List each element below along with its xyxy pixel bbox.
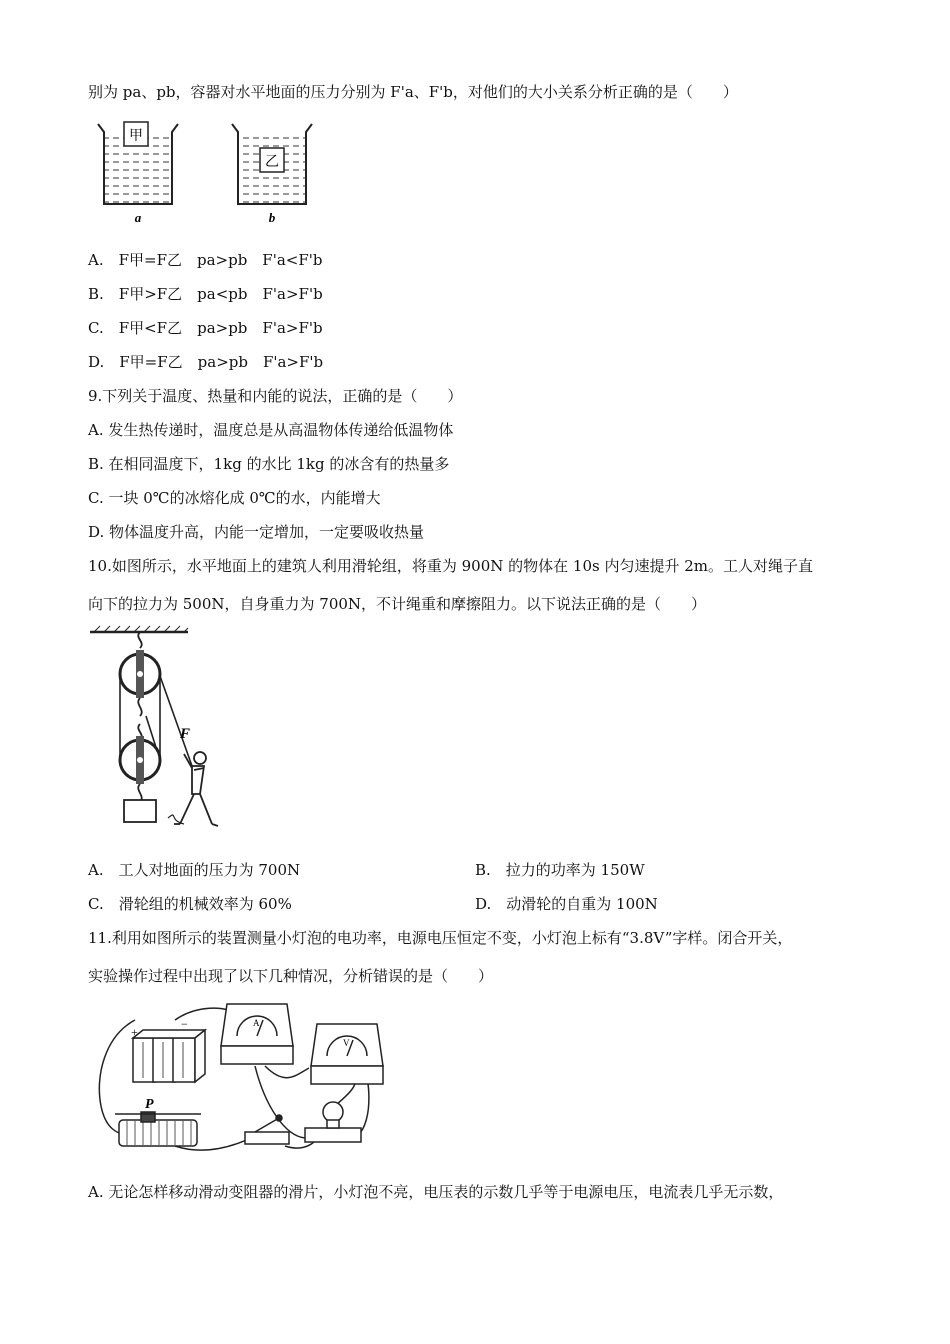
q11-stem-line1: 11.利用如图所示的装置测量小灯泡的电功率，电源电压恒定不变，小灯泡上标有“3.8V”字样。闭合开关， <box>88 929 793 947</box>
q9-stem: 9.下列关于温度、热量和内能的说法，正确的是（ ） <box>88 387 463 405</box>
q10-stem-line1: 10.如图所示，水平地面上的建筑人利用滑轮组，将重为 900N 的物体在 10s 内匀速提升 2m。工人对绳子直 <box>88 557 814 575</box>
load-block <box>124 800 156 822</box>
svg-text:+: + <box>131 1025 138 1039</box>
q11-option-a: A. 无论怎样移动滑动变阻器的滑片，小灯泡不亮，电压表的示数几乎等于电源电压，电流表几乎无示数， <box>88 1183 784 1201</box>
q11-circuit-figure <box>95 996 395 1166</box>
rheostat <box>115 1112 201 1146</box>
svg-text:b: b <box>268 210 276 225</box>
q10-option-d: D. 动滑轮的自重为 100N <box>475 895 658 913</box>
q10-option-a: A. 工人对地面的压力为 700N <box>88 861 301 879</box>
ceiling <box>90 626 188 632</box>
svg-text:乙: 乙 <box>265 155 279 170</box>
q8-option-a: A. F甲=F乙 pa>pb F'a<F'b <box>88 251 323 269</box>
q10-option-c: C. 滑轮组的机械效率为 60% <box>88 895 292 913</box>
q8-option-c: C. F甲<F乙 pa>pb F'a>F'b <box>88 319 323 337</box>
svg-text:F: F <box>180 726 191 742</box>
beaker-b <box>232 124 312 225</box>
svg-text:A: A <box>253 1018 260 1028</box>
svg-text:a: a <box>134 210 142 225</box>
battery-pack <box>133 1030 205 1082</box>
lamp-holder <box>305 1102 361 1142</box>
q9-option-d: D. 物体温度升高，内能一定增加，一定要吸收热量 <box>88 523 425 541</box>
q10-stem-line2: 向下的拉力为 500N，自身重力为 700N，不计绳重和摩擦阻力。以下说法正确的是（ ） <box>88 595 707 613</box>
q9-option-a: A. 发生热传递时，温度总是从高温物体传递给低温物体 <box>88 421 454 439</box>
svg-text:甲: 甲 <box>129 129 143 144</box>
q8-option-b: B. F甲>F乙 pa<pb F'a>F'b <box>88 285 323 303</box>
voltmeter <box>311 1024 383 1084</box>
q10-option-b: B. 拉力的功率为 150W <box>475 861 645 879</box>
fixed-pulley <box>120 650 160 698</box>
q10-pulley-figure <box>88 624 228 834</box>
ammeter <box>221 1004 293 1064</box>
q11-stem-line2: 实验操作过程中出现了以下几种情况，分析错误的是（ ） <box>88 967 494 985</box>
q8-beakers-figure <box>92 118 332 228</box>
svg-text:P: P <box>145 1097 154 1112</box>
svg-text:V: V <box>343 1038 350 1048</box>
q9-option-c: C. 一块 0℃的冰熔化成 0℃的水，内能增大 <box>88 489 381 507</box>
q8-stem-tail: 别为 pa、pb，容器对水平地面的压力分别为 F'a、F'b，对他们的大小关系分析正确的是（ ） <box>88 83 738 101</box>
beaker-a <box>98 122 178 225</box>
worker <box>168 752 218 826</box>
q9-option-b: B. 在相同温度下，1kg 的水比 1kg 的冰含有的热量多 <box>88 455 450 473</box>
switch <box>245 1115 289 1144</box>
svg-text:−: − <box>181 1017 188 1031</box>
q8-option-d: D. F甲=F乙 pa>pb F'a>F'b <box>88 353 324 371</box>
